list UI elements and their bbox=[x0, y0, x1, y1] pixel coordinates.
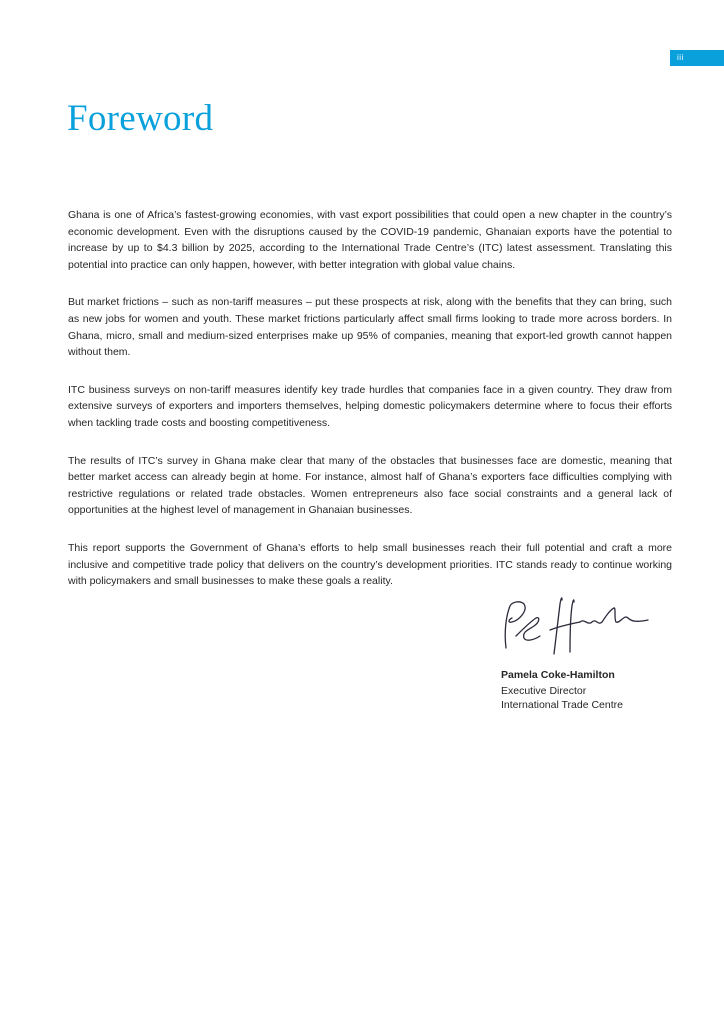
paragraph-4: The results of ITC’s survey in Ghana make clear that many of the obstacles that businesses face are domestic, meaning that better market access can already begin at home. For instance, almost half of Ghana’s exporters face difficulties complying with restrictive regulations or related trade obstacles. Women entrepreneurs also face social constraints and a general lack of opportunities at the highest level of management in Ghanaian businesses. bbox=[68, 454, 672, 517]
paragraph-2: But market frictions – such as non-tariff measures – put these prospects at risk, along with the benefits that they can bring, such as new jobs for women and youth. These market frictions particularly affect small firms looking to trade more across borders. In Ghana, micro, small and medium-sized enterprises make up 95% of companies, meaning that export-led growth cannot happen without them. bbox=[68, 296, 672, 359]
page-number-tab bbox=[670, 50, 724, 66]
handwritten-signature bbox=[496, 592, 656, 660]
paragraph-1: Ghana is one of Africa’s fastest-growing economies, with vast export possibilities that could open a new chapter in the country’s economic development. Even with the disruptions caused by the COVID-19 pandemic, Ghanaian exports have the potential to increase by up to $4.3 billion by 2025, according to the International Trade Centre’s (ITC) latest assessment. Translating this potential into practice can only happen, however, with better integration with global value chains. bbox=[68, 209, 672, 271]
signatory-block bbox=[501, 668, 623, 713]
signatory-name: Pamela Coke-Hamilton bbox=[501, 669, 615, 681]
signatory-organization: International Trade Centre bbox=[501, 699, 623, 711]
page-number: iii bbox=[677, 53, 684, 62]
signatory-role: Executive Director bbox=[501, 684, 587, 697]
foreword-body bbox=[68, 207, 672, 611]
paragraph-3: ITC business surveys on non-tariff measures identify key trade hurdles that companies face in a given country. They draw from extensive surveys of exporters and importers themselves, helping domestic policymakers determine where to focus their efforts when tackling trade costs and boosting competitiveness. bbox=[68, 383, 672, 429]
paragraph-5: This report supports the Government of Ghana’s efforts to help small businesses reach their full potential and craft a more inclusive and competitive trade policy that delivers on the country’s development priorities. ITC stands ready to continue working with policymakers and small businesses to make these goals a reality. bbox=[68, 541, 672, 588]
page-title: Foreword bbox=[67, 98, 214, 139]
